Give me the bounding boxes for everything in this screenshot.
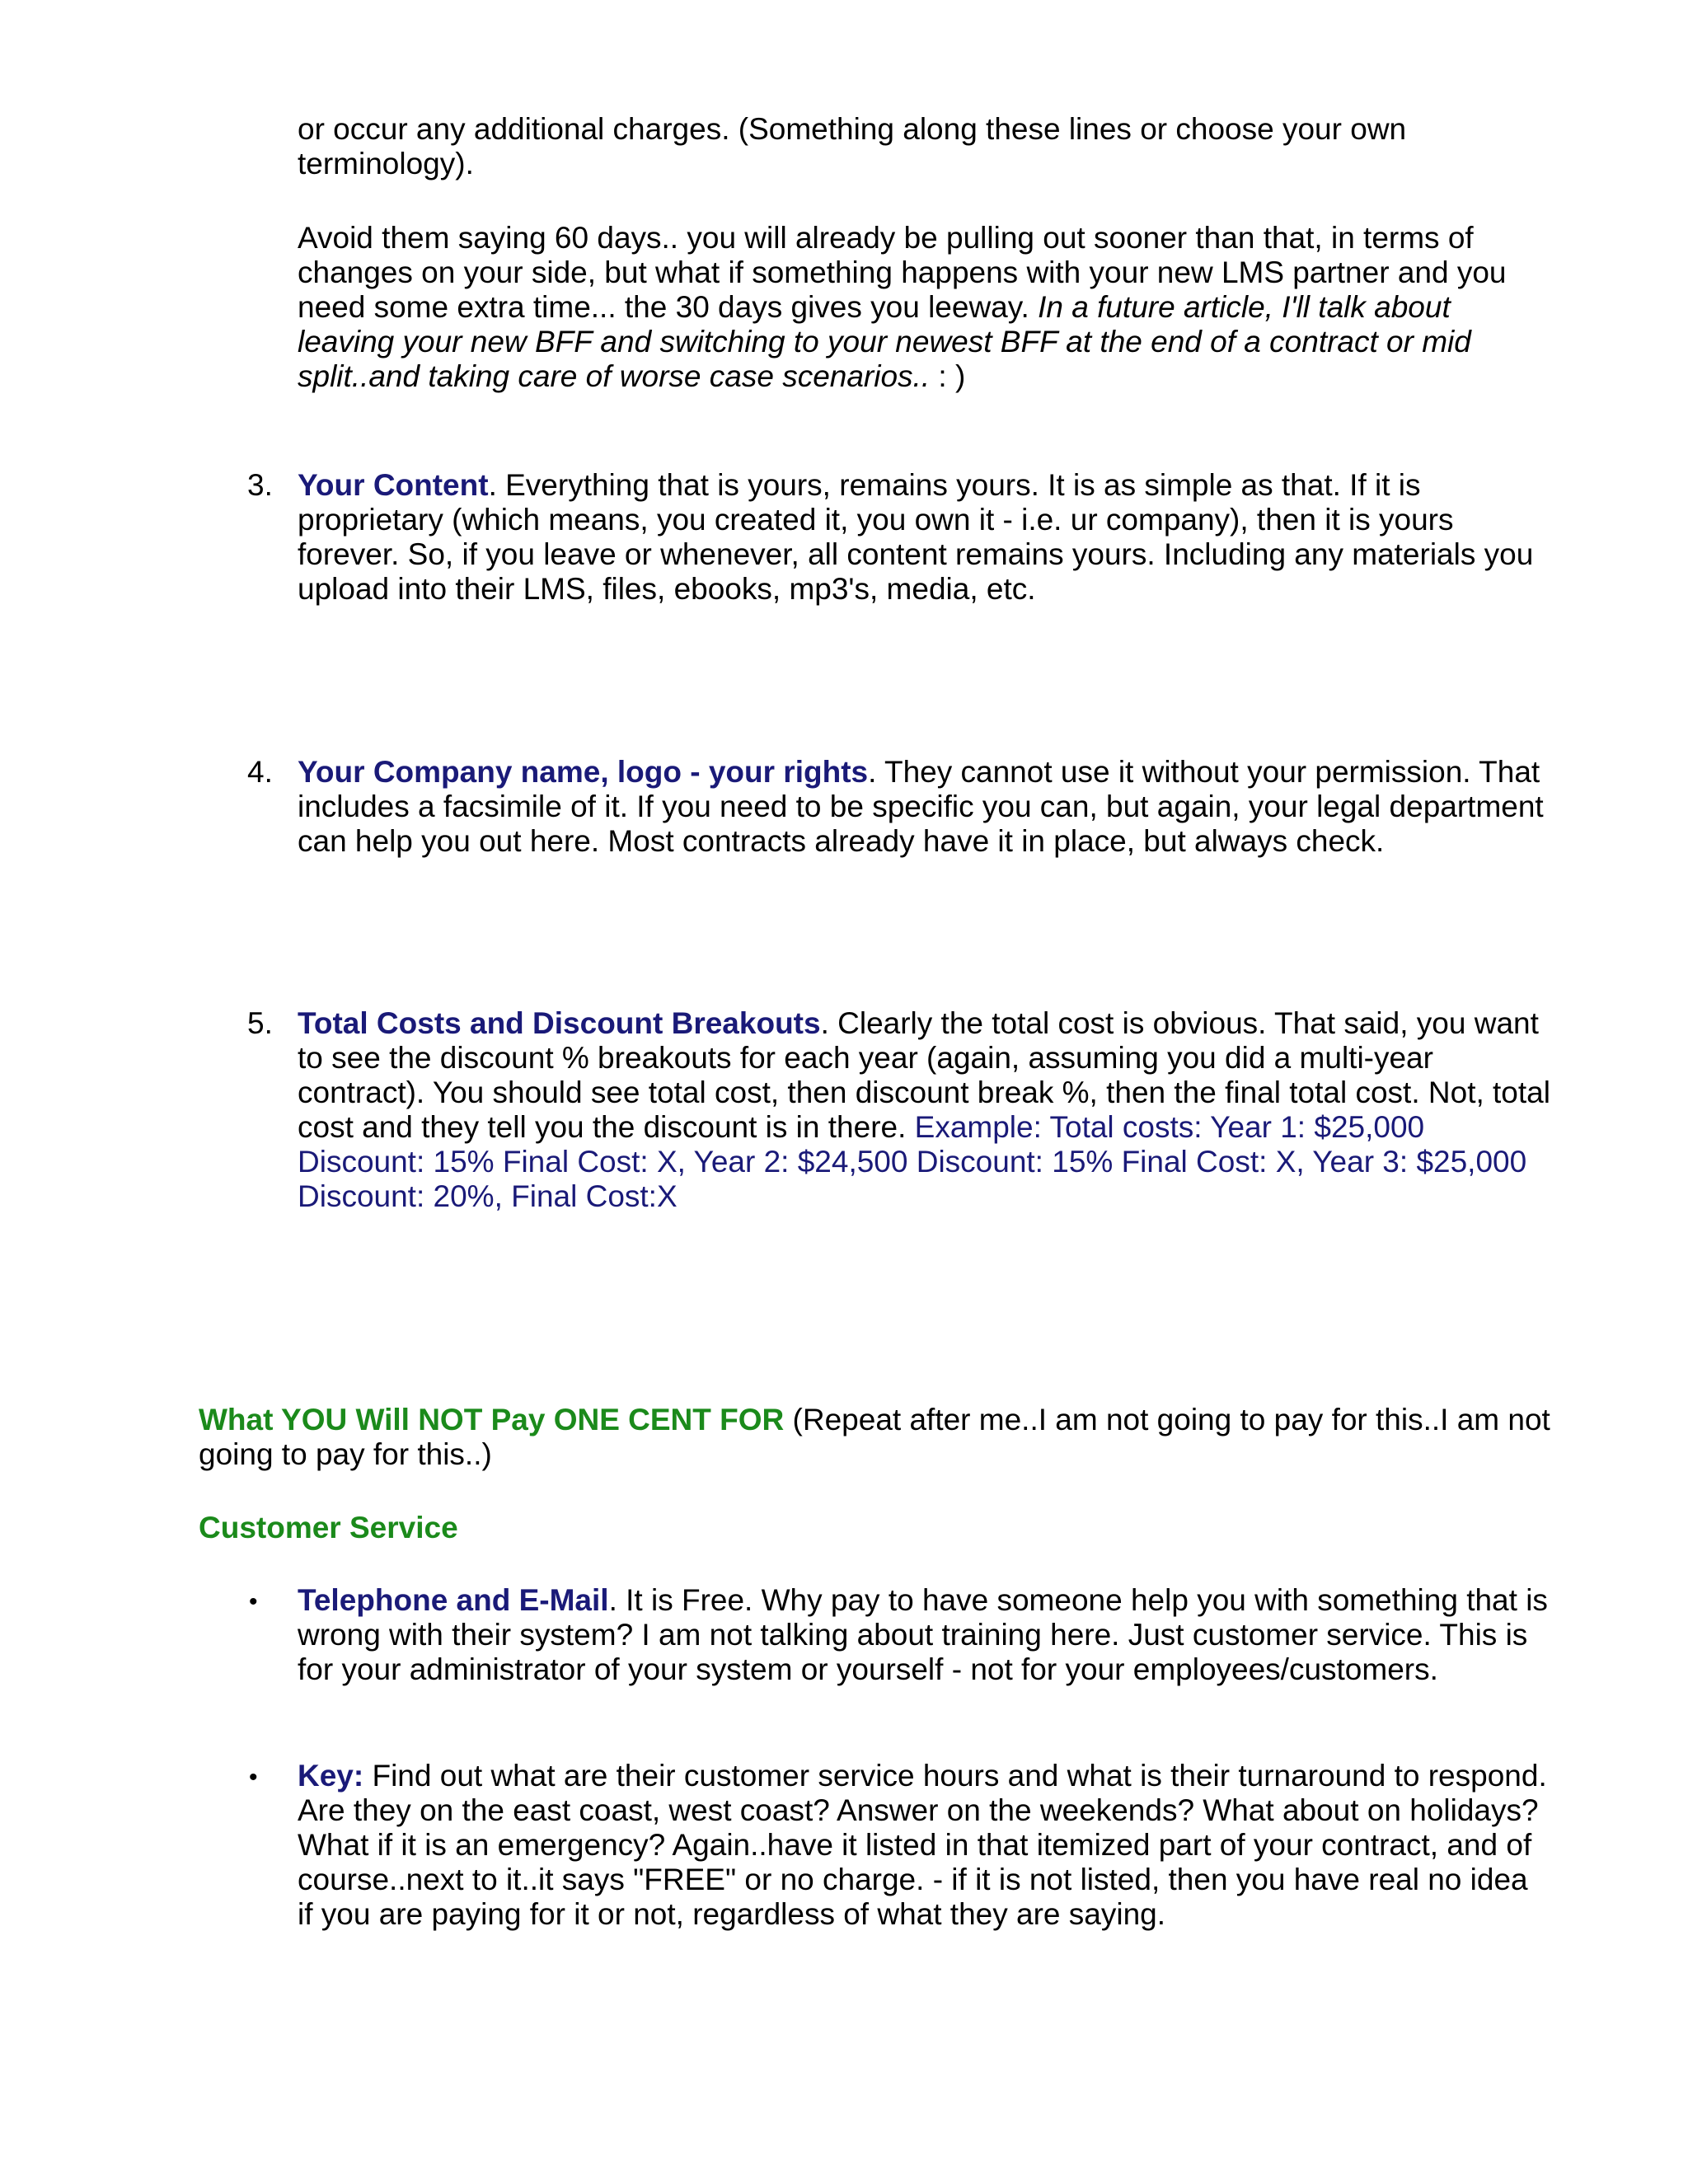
list-item-text: . Everything that is yours, remains yours. It is as simple as that. If it is proprietary (which means, you created it, you own it - i.e. ur company), then it is yours forever. So, if you leave or whenever, all content remains yours. Including any materials you upload into their LMS, files, ebooks, mp3's, media, etc. xyxy=(298,468,1534,606)
avoid-tail-text: : ) xyxy=(930,359,966,393)
bullet-item-text: Find out what are their customer service hours and what is their turnaround to respond. Are they on the east coast, west coast? Answer on the weekends? What about on holidays? What if it is an emergency? Again..have it listed in that itemized part of your contract, and of course..next to it..it says "FREE" or no charge. - if it is not listed, then you have real no idea if you are paying for it or not, regardless of what they are saying. xyxy=(298,1759,1547,1931)
bullet-item-heading: Telephone and E-Mail xyxy=(298,1583,609,1617)
list-number-4: 4. xyxy=(247,755,273,789)
section-aside: (Repeat after me..I am not going to pay for this..I am not going to pay for this..) xyxy=(199,1403,1550,1471)
intro-text: or occur any additional charges. (Something along these lines or choose your own terminology). xyxy=(298,112,1407,180)
bullet-item-key xyxy=(298,1759,1550,1932)
list-item-total-costs xyxy=(298,1006,1550,1214)
avoid-text: Avoid them saying 60 days.. you will already be pulling out sooner than that, in terms of changes on your side, but what if something happens with your new LMS partner and you need some extra time... the 30 days gives you leeway. xyxy=(298,221,1507,324)
list-item-heading: Total Costs and Discount Breakouts xyxy=(298,1006,821,1040)
intro-paragraph xyxy=(298,112,1550,181)
list-item-heading: Your Company name, logo - your rights xyxy=(298,755,869,789)
list-number-3: 3. xyxy=(247,468,273,502)
list-item-heading: Your Content xyxy=(298,468,489,502)
list-item-text: . Clearly the total cost is obvious. That said, you want to see the discount % breakouts for each year (again, assuming you did a multi-year contract). You should see total cost, then discount break %, then the final total cost. Not, total cost and they tell you the discount is in there. xyxy=(298,1006,1550,1144)
avoid-italic-text: In a future article, I'll talk about leaving your new BFF and switching to your newest BFF at the end of a contract or mid split..and taking care of worse case scenarios.. xyxy=(298,290,1471,393)
list-item-text: . They cannot use it without your permission. That includes a facsimile of it. If you need to be specific you can, but again, your legal department can help you out here. Most contracts already have it in place, but always check. xyxy=(298,755,1544,858)
bullet-icon: • xyxy=(249,1764,258,1791)
section-paragraph xyxy=(199,1403,1550,1472)
avoid-paragraph xyxy=(298,221,1550,394)
bullet-icon: • xyxy=(249,1588,258,1615)
list-item-company-rights xyxy=(298,755,1550,859)
customer-service-heading-row xyxy=(199,1511,1550,1545)
bullet-item-heading: Key: xyxy=(298,1759,364,1793)
customer-service-heading: Customer Service xyxy=(199,1511,458,1544)
cost-example-text: Example: Total costs: Year 1: $25,000 Discount: 15% Final Cost: X, Year 2: $24,500 Discount: 15% Final Cost: X, Year 3: $25,000 Discount: 20%, Final Cost:X xyxy=(298,1110,1527,1213)
bullet-item-text: . It is Free. Why pay to have someone help you with something that is wrong with their system? I am not talking about training here. Just customer service. This is for your administrator of your system or yourself - not for your employees/customers. xyxy=(298,1583,1548,1686)
list-item-your-content xyxy=(298,468,1550,607)
bullet-item-telephone-email xyxy=(298,1583,1550,1687)
section-heading: What YOU Will NOT Pay ONE CENT FOR xyxy=(199,1403,785,1436)
list-number-5: 5. xyxy=(247,1006,273,1040)
